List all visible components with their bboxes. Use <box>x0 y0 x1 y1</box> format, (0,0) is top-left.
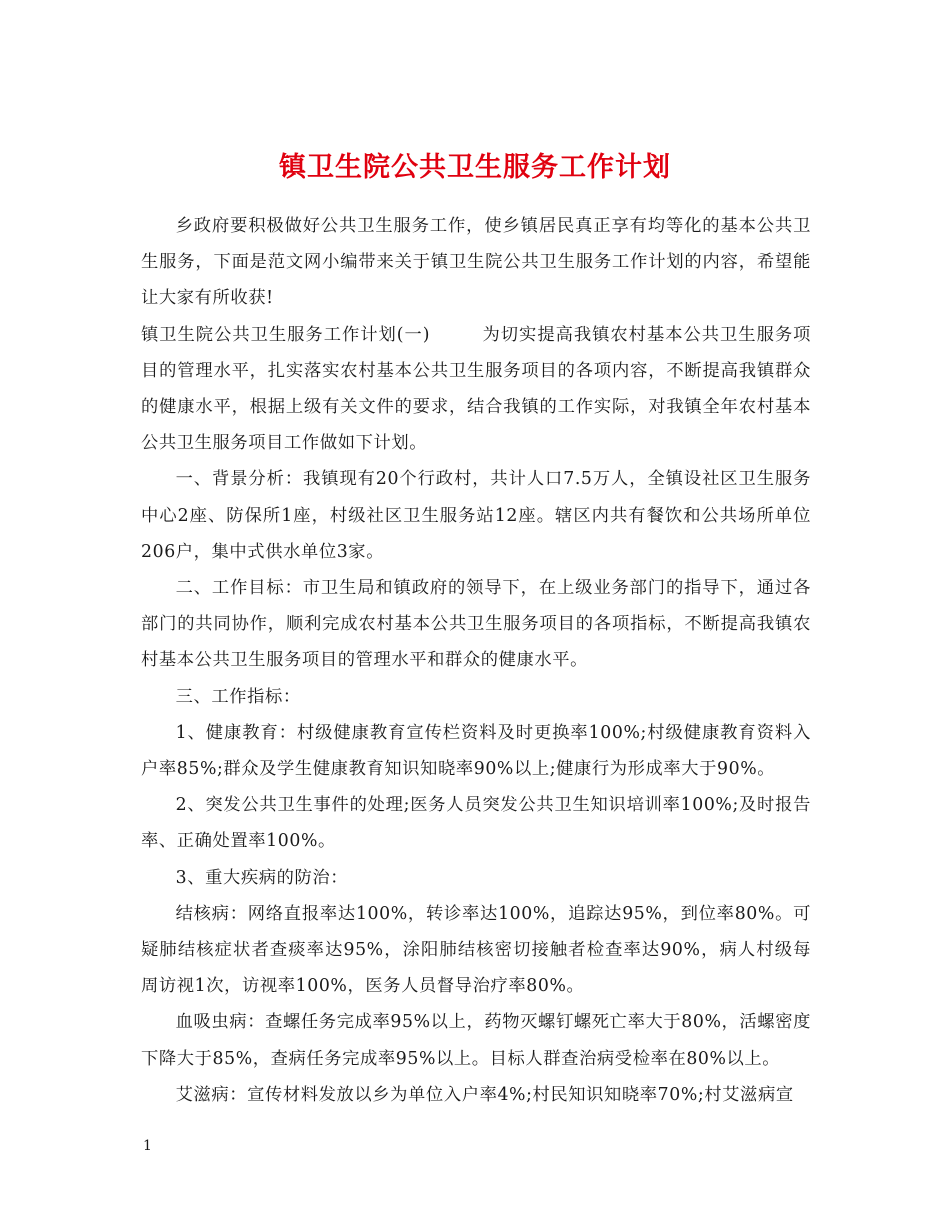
aids-paragraph: 艾滋病：宣传材料发放以乡为单位入户率4%;村民知识知晓率70%;村艾滋病宣 <box>175 1084 794 1105</box>
schistosomiasis-paragraph: 血吸虫病：查螺任务完成率95%以上，药物灭螺钉螺死亡率大于80%，活螺密度下降大于85%，查病任务完成率95%以上。目标人群查治病受检率在80%以上。 <box>141 1012 811 1069</box>
plan-paragraph <box>141 317 811 462</box>
document-body <box>141 208 811 1113</box>
background-analysis-paragraph: 一、背景分析：我镇现有20个行政村，共计人口7.5万人，全镇设社区卫生服务中心2座、防保所1座，村级社区卫生服务站12座。辖区内共有餐饮和公共场所单位206户，集中式供水单位3家。 <box>141 469 811 562</box>
work-goals-paragraph: 二、工作目标：市卫生局和镇政府的领导下，在上级业务部门的指导下，通过各部门的共同协作，顺利完成农村基本公共卫生服务项目的各项指标，不断提高我镇农村基本公共卫生服务项目的管理水平和群众的健康水平。 <box>141 578 811 671</box>
document-title: 镇卫生院公共卫生服务工作计划 <box>279 152 671 184</box>
intro-paragraph: 乡政府要积极做好公共卫生服务工作，使乡镇居民真正享有均等化的基本公共卫生服务，下面是范文网小编带来关于镇卫生院公共卫生服务工作计划的内容，希望能让大家有所收获! <box>141 216 811 309</box>
public-health-emergency-paragraph: 2、突发公共卫生事件的处理;医务人员突发公共卫生知识培训率100%;及时报告率、正确处置率100%。 <box>141 795 811 852</box>
plan-heading: 镇卫生院公共卫生服务工作计划(一) <box>141 324 431 345</box>
tuberculosis-paragraph: 结核病：网络直报率达100%，转诊率达100%，追踪达95%，到位率80%。可疑肺结核症状者查痰率达95%，涂阳肺结核密切接触者检查率达90%，病人村级每周访视1次，访视率100%，医务人员督导治疗率80%。 <box>141 903 811 997</box>
health-education-paragraph: 1、健康教育：村级健康教育宣传栏资料及时更换率100%;村级健康教育资料入户率85%;群众及学生健康教育知识知晓率90%以上;健康行为形成率大于90%。 <box>141 722 811 780</box>
work-indicators-heading: 三、工作指标： <box>175 686 301 707</box>
major-disease-heading: 3、重大疾病的防治： <box>175 867 349 888</box>
page-number: 1 <box>143 1138 152 1154</box>
plan-paragraph-text: 为切实提高我镇农村基本公共卫生服务项目的管理水平，扎实落实农村基本公共卫生服务项目的各项内容，不断提高我镇群众的健康水平，根据上级有关文件的要求，结合我镇的工作实际，对我镇全年农村基本公共卫生服务项目工作做如下计划。 <box>141 324 811 454</box>
